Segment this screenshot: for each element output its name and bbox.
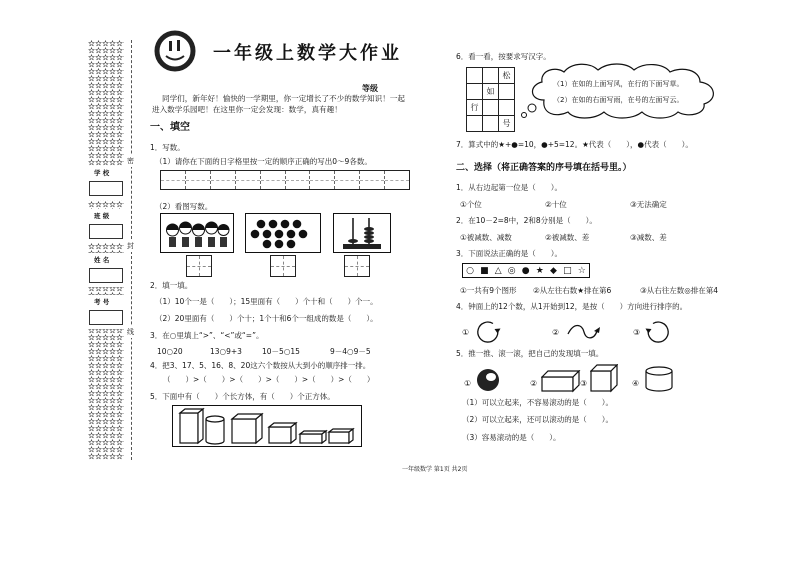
shape-filled-diamond: ◆: [550, 265, 557, 276]
seal-char-mi: 密: [127, 157, 134, 165]
logo-mark-right: [177, 40, 180, 51]
bead: [364, 227, 374, 231]
cloud-instruction-2: （2）在如的右面写雨，在号的左面写云。: [553, 96, 684, 104]
solid-marker-1: ①: [464, 379, 472, 388]
part1-heading: 一、填空: [150, 122, 190, 133]
choice-q5-sub1: （1）可以立起来，不容易滚动的是（ ）。: [462, 398, 614, 407]
clock-option-marker-3: ③: [633, 328, 641, 337]
dot: [275, 230, 284, 239]
seal-char-xian: 线: [127, 328, 134, 336]
children-picture: [160, 213, 234, 253]
char-cell: 号: [499, 116, 515, 132]
compare-item-3: 10－5○15: [262, 347, 300, 356]
char-cell: [467, 84, 483, 100]
solid-marker-4: ④: [632, 379, 640, 388]
counterclockwise-arrow-icon: [474, 318, 502, 346]
writing-cell: [161, 171, 186, 189]
field-label-name: 姓 名: [94, 256, 110, 264]
answer-box-abacus: [344, 255, 370, 277]
solid-marker-3: ③: [580, 379, 588, 388]
choice-q1-option-2: ②十位: [545, 200, 567, 209]
choice-q2-option-2: ②被减数、差: [545, 233, 590, 242]
shape-triangle: △: [494, 265, 502, 276]
abacus-picture: [333, 213, 391, 253]
writing-cell: [335, 171, 360, 189]
char-cell: [483, 68, 499, 84]
answer-box-children: [186, 255, 212, 277]
q1-sub1: （1）请你在下面的日字格里按一定的顺序正确的写出0～9各数。: [155, 157, 372, 166]
abacus-base: [343, 244, 381, 249]
shape-square: □: [563, 265, 572, 276]
logo-icon: [152, 28, 198, 74]
choice-q2-title: 2．在10－2=8中，2和8分别是（ ）。: [456, 216, 597, 225]
cloud-bubble: [522, 113, 527, 118]
shape-star: ☆: [577, 265, 586, 276]
cuboid-icon: [541, 370, 581, 393]
choice-q3-option-2: ②从左往右数★排在第6: [533, 286, 612, 295]
dot: [275, 240, 284, 249]
q2-sub2: （2）20里面有（ ）个十；1个十和6个一组成的数是（ ）。: [155, 314, 378, 323]
char-cell: [499, 84, 515, 100]
page-footer: 一年级数学 第1页 共2页: [402, 466, 468, 473]
field-school: [88, 166, 125, 200]
choice-q5-sub3: （3）容易滚动的是（ ）。: [462, 433, 561, 442]
cloud-outline: [532, 64, 713, 118]
dot: [263, 230, 272, 239]
part2-heading: 二、选择（将正确答案的序号填在括号里。）: [456, 163, 632, 173]
dot: [251, 230, 260, 239]
cuboid-medium: [269, 423, 296, 443]
q4-title: 4．把3、17、5、16、8、20这六个数按从大到小的顺序排一排。: [150, 361, 371, 370]
logo-mark-left: [169, 41, 172, 51]
char-cell: [483, 116, 499, 132]
char-cell: [499, 100, 515, 116]
shape-double-circle: ◎: [507, 265, 516, 276]
tall-cuboid: [180, 409, 203, 443]
exam-number-write-box: [89, 310, 123, 325]
dot: [287, 240, 296, 249]
cylinder: [206, 416, 224, 444]
writing-cell: [385, 171, 409, 189]
bead: [364, 235, 374, 239]
seal-char-feng: 封: [127, 242, 134, 250]
bead: [348, 239, 358, 243]
grade-label: 等级: [362, 84, 378, 93]
q6-title: 6．看一看，按要求写汉字。: [456, 52, 551, 61]
writing-cell: [211, 171, 236, 189]
shape-filled-circle: ●: [521, 265, 530, 276]
character-grid: [466, 67, 515, 132]
char-cell: [467, 116, 483, 132]
solids-picture: [172, 405, 362, 447]
shapes-row: [462, 263, 590, 278]
dot: [281, 220, 290, 229]
choice-q3-option-1: ①一共有9个图形: [460, 286, 517, 295]
cuboid-flat: [300, 431, 326, 443]
sphere-icon: [476, 368, 500, 392]
compare-item-2: 13○9+3: [210, 347, 242, 356]
thought-cloud: [514, 60, 724, 124]
intro-line-2: 进入数学乐园吧！在这里你一定会发现：数学，真有趣！: [152, 105, 342, 114]
choice-q5-sub2: （2）可以立起来，还可以滚动的是（ ）。: [462, 415, 614, 424]
solid-marker-2: ②: [530, 379, 538, 388]
cloud-instruction-1: （1）在如的上面写风，在行的下面写草。: [553, 80, 684, 88]
writing-cell: [310, 171, 335, 189]
field-label-class: 班 级: [94, 212, 110, 220]
digit-writing-grid: [160, 170, 410, 190]
class-write-box: [89, 224, 123, 239]
dot: [269, 220, 278, 229]
writing-cell: [236, 171, 261, 189]
dot: [299, 230, 308, 239]
dot: [293, 220, 302, 229]
writing-cell: [360, 171, 385, 189]
writing-cell: [261, 171, 286, 189]
page-title: 一年级上数学大作业: [213, 43, 402, 64]
q1-sub2: （2）看图写数。: [155, 202, 213, 211]
cloud-bubble: [528, 104, 536, 112]
field-label-exam-number: 考 号: [94, 298, 110, 306]
choice-q1-title: 1．从右边起第一位是（ ）。: [456, 183, 563, 192]
answer-box-dots: [270, 255, 296, 277]
choice-q3-option-3: ③从右往左数◎排在第4: [640, 286, 719, 295]
compare-item-4: 9－4○9－5: [330, 347, 371, 356]
shape-circle: ○: [466, 265, 474, 276]
char-cell: [483, 100, 499, 116]
char-cell: 行: [467, 100, 483, 116]
star-border: [88, 40, 124, 460]
choice-q2-option-3: ③减数、差: [630, 233, 667, 242]
cylinder-icon: [644, 366, 674, 393]
char-cell: 如: [483, 84, 499, 100]
clockwise-arrow-icon: [644, 318, 672, 346]
writing-cell: [186, 171, 211, 189]
char-cell: [467, 68, 483, 84]
intro-line-1: 同学们，新年好！愉快的一学期里，你一定增长了不少的数学知识！一起: [162, 94, 405, 103]
clock-option-marker-1: ①: [462, 328, 470, 337]
bead: [364, 231, 374, 235]
q5-title: 5．下面中有（ ）个长方体，有（ ）个正方体。: [150, 392, 335, 401]
clock-option-marker-2: ②: [552, 328, 560, 337]
q2-title: 2．填一填。: [150, 281, 193, 290]
name-write-box: [89, 268, 123, 283]
q7-title: 7．算式中的★+●=10，●+5=12。★代表（ ），●代表（ ）。: [456, 140, 693, 149]
choice-q4-title: 4．钟面上的12个数，从1开始到12，是按（ ）方向进行排序的。: [456, 302, 688, 311]
choice-q3-title: 3．下面说法正确的是（ ）。: [456, 249, 563, 258]
dot: [263, 240, 272, 249]
logo-ring: [157, 33, 193, 69]
field-label-school: 学 校: [94, 169, 110, 177]
school-write-box: [89, 181, 123, 196]
q2-sub1: （1）10个一是（ ）；15里面有（ ）个十和（ ）个一。: [155, 297, 378, 306]
shape-filled-square: ■: [480, 265, 489, 276]
dots-picture: [245, 213, 321, 253]
dot: [287, 230, 296, 239]
choice-q2-option-1: ①被减数、减数: [460, 233, 512, 242]
shape-filled-star: ★: [535, 265, 544, 276]
sphere-highlight: [486, 373, 496, 381]
q4-answer-line: （ ）>（ ）>（ ）>（ ）>（ ）>（ ）: [163, 375, 375, 384]
field-exam-number: [88, 295, 125, 329]
q1-title: 1．写数。: [150, 143, 185, 152]
compare-item-1: 10○20: [157, 347, 183, 356]
char-cell: 松: [499, 68, 515, 84]
star-pattern-fill: [88, 40, 124, 460]
field-class: [88, 209, 125, 243]
curved-arrow-icon: [566, 320, 604, 344]
choice-q5-title: 5．推一推、滚一滚，把自己的发现填一填。: [456, 349, 604, 358]
choice-q1-option-3: ③无法确定: [630, 200, 667, 209]
bead: [364, 239, 374, 243]
cube: [232, 414, 262, 443]
writing-cell: [286, 171, 311, 189]
choice-q1-option-1: ①个位: [460, 200, 482, 209]
cuboid-small: [329, 429, 353, 443]
cube-icon: [590, 364, 618, 393]
dot: [257, 220, 266, 229]
field-name: [88, 253, 125, 287]
q3-title: 3．在○里填上“>”、“<”或“=”。: [150, 331, 264, 340]
